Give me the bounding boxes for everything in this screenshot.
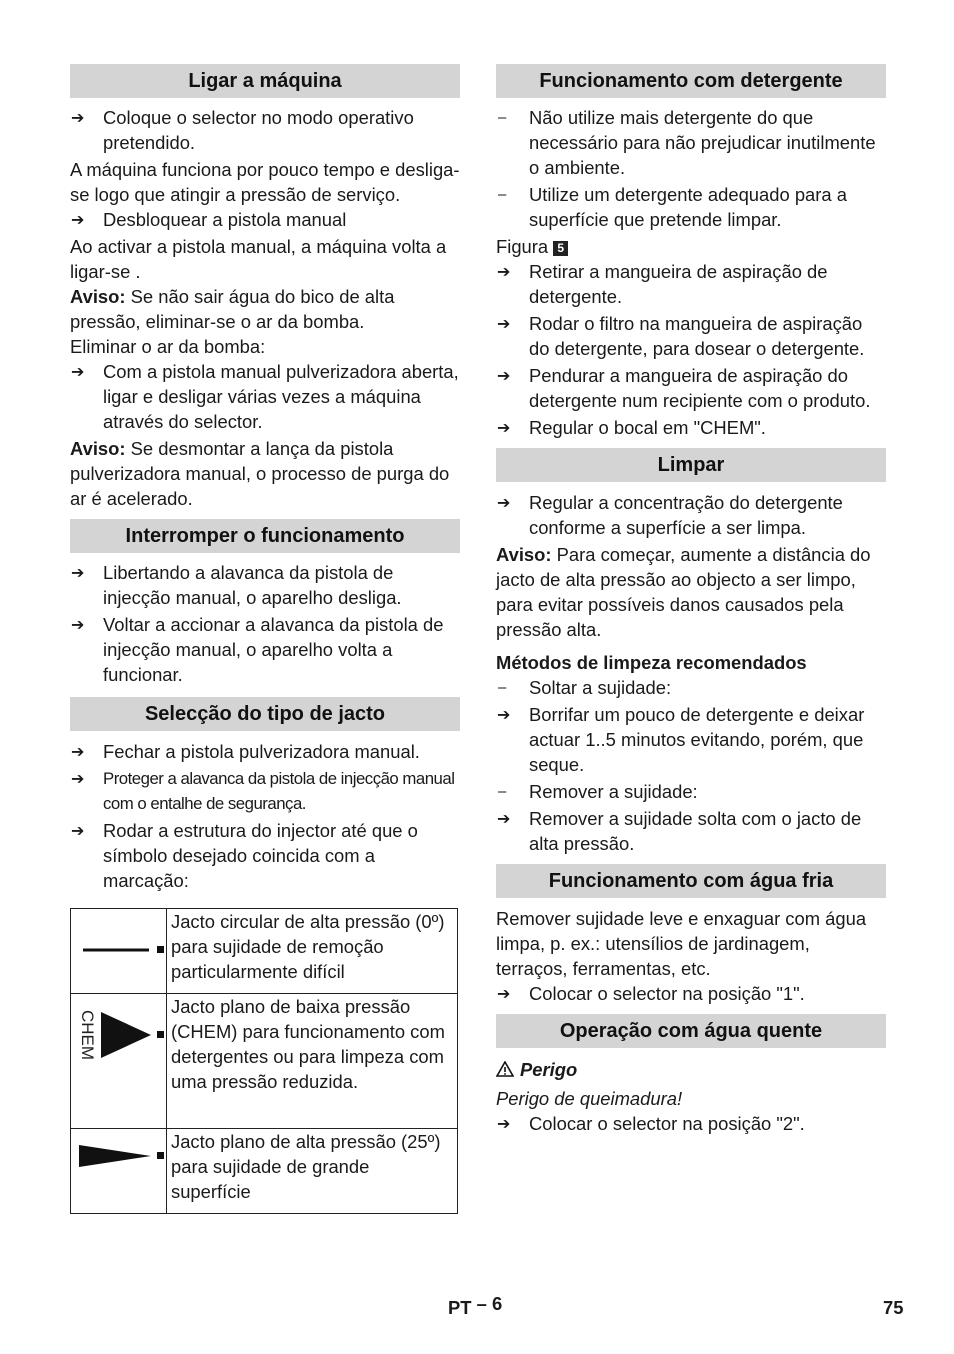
instruction-item: ➔ Proteger a alavanca da pistola de injecção manual com o entalhe de segurança. — [70, 766, 460, 816]
note-paragraph — [70, 436, 460, 511]
subheading: Métodos de limpeza recomendados — [496, 652, 807, 673]
local-page-number: – 6 — [476, 1293, 503, 1314]
jet-description: Jacto plano de alta pressão (25º) para sujidade de grande superfície — [167, 1129, 458, 1214]
instruction-item: ➔ Regular a concentração do detergente conforme a superfície a ser limpa. — [496, 490, 886, 540]
note-text: Se não sair água do bico de alta pressão, eliminar-se o ar da bomba. — [70, 286, 395, 332]
instruction-item: ➔ Borrifar um pouco de detergente e deixar actuar 1..5 minutos evitando, porém, que seque. — [496, 702, 886, 777]
note-label: Aviso: — [70, 286, 126, 307]
paragraph: Eliminar o ar da bomba: — [70, 336, 266, 357]
table-row — [71, 1129, 458, 1214]
jet-description: Jacto circular de alta pressão (0º) para sujidade de remoção particularmente difícil — [167, 909, 458, 994]
instruction-item: ➔ Rodar o filtro na mangueira de aspiração do detergente, para dosear o detergente. — [496, 311, 886, 361]
paragraph: Remover sujidade leve e enxaguar com água limpa, p. ex.: utensílios de jardinagem, terraços, ferramentas, etc. — [496, 908, 867, 979]
section-heading-ligar: Ligar a máquina — [70, 64, 460, 98]
instruction-item: ➔ Colocar o selector na posição "1". — [496, 981, 886, 1006]
danger-heading — [496, 1057, 886, 1082]
round-jet-icon — [71, 909, 166, 987]
figure-number: 5 — [553, 241, 568, 256]
warning-triangle-icon — [496, 1061, 514, 1077]
jet-symbol-cell — [71, 909, 167, 994]
paragraph: Ao activar a pistola manual, a máquina volta a ligar-se . — [70, 236, 447, 282]
danger-label: Perigo — [520, 1059, 578, 1080]
section-heading-interromper: Interromper o funcionamento — [70, 519, 460, 553]
instruction-item: ➔ Voltar a accionar a alavanca da pistola de injecção manual, o aparelho volta a funcionar. — [70, 612, 460, 687]
jet-type-table — [70, 908, 458, 1214]
instruction-item: ➔ Rodar a estrutura do injector até que o símbolo desejado coincida com a marcação: — [70, 818, 460, 893]
section-heading-limpar: Limpar — [496, 448, 886, 482]
section-heading-detergente: Funcionamento com detergente — [496, 64, 886, 98]
section-heading-agua-quente: Operação com água quente — [496, 1014, 886, 1048]
note-text: Se desmontar a lança da pistola pulverizadora manual, o processo de purga do ar é acelerado. — [70, 438, 450, 509]
note-paragraph — [70, 284, 460, 334]
figure-label: Figura — [496, 236, 549, 257]
section-heading-agua-fria: Funcionamento com água fria — [496, 864, 886, 898]
instruction-item: ➔ Com a pistola manual pulverizadora aberta, ligar e desligar várias vezes a máquina através do selector. — [70, 359, 460, 434]
instruction-item: ➔ Colocar o selector na posição "2". — [496, 1111, 886, 1136]
list-item: – Remover a sujidade: — [496, 779, 886, 804]
page-number: 75 — [883, 1297, 904, 1318]
paragraph: A máquina funciona por pouco tempo e desliga-se logo que atingir a pressão de serviço. — [70, 159, 460, 205]
instruction-item: ➔ Libertando a alavanca da pistola de injecção manual, o aparelho desliga. — [70, 560, 460, 610]
table-row — [71, 994, 458, 1129]
list-item: – Não utilize mais detergente do que necessário para não prejudicar inutilmente o ambiente. — [496, 105, 886, 180]
note-label: Aviso: — [70, 438, 126, 459]
instruction-item: ➔ Remover a sujidade solta com o jacto de alta pressão. — [496, 806, 886, 856]
instruction-item: ➔ Desbloquear a pistola manual — [70, 207, 460, 232]
danger-text: Perigo de queimadura! — [496, 1088, 683, 1109]
instruction-item: ➔ Fechar a pistola pulverizadora manual. — [70, 739, 460, 764]
note-text: Para começar, aumente a distância do jacto de alta pressão ao objecto a ser limpo, para evitar possíveis danos causados pela pressão alta. — [496, 544, 871, 640]
list-item: – Soltar a sujidade: — [496, 675, 886, 700]
left-column — [70, 64, 460, 1214]
language-code: PT — [448, 1297, 472, 1318]
flat-jet-icon — [71, 1129, 166, 1207]
note-paragraph — [496, 542, 886, 642]
section-heading-seleccao: Selecção do tipo de jacto — [70, 697, 460, 731]
table-row — [71, 909, 458, 994]
jet-symbol-cell — [71, 994, 167, 1129]
instruction-item: ➔ Retirar a mangueira de aspiração de detergente. — [496, 259, 886, 309]
chem-jet-icon — [71, 994, 166, 1122]
jet-symbol-cell — [71, 1129, 167, 1214]
chem-symbol-label: CHEM — [78, 1010, 97, 1061]
right-column — [496, 64, 886, 1136]
footer-lang — [448, 1293, 503, 1319]
list-item: – Utilize um detergente adequado para a superfície que pretende limpar. — [496, 182, 886, 232]
instruction-item: ➔ Pendurar a mangueira de aspiração do detergente num recipiente com o produto. — [496, 363, 886, 413]
note-label: Aviso: — [496, 544, 552, 565]
jet-description: Jacto plano de baixa pressão (CHEM) para funcionamento com detergentes ou para limpeza com uma pressão reduzida. — [167, 994, 458, 1129]
figure-reference — [496, 234, 886, 259]
instruction-item: ➔ Regular o bocal em "CHEM". — [496, 415, 886, 440]
instruction-item: ➔ Coloque o selector no modo operativo pretendido. — [70, 105, 460, 155]
